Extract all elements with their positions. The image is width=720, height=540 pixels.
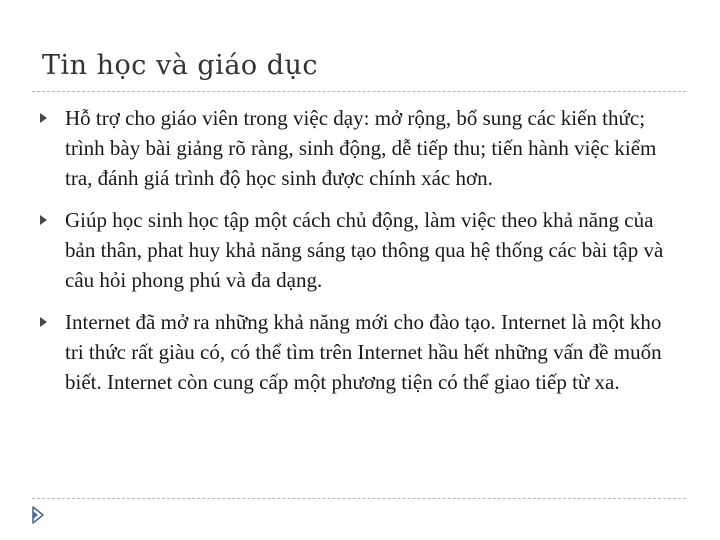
triangle-bullet-icon [40,317,47,327]
title-divider [32,91,686,92]
list-item [40,205,680,295]
double-chevron-right-icon[interactable] [32,506,44,524]
footer-divider [32,498,686,499]
list-item [40,307,680,397]
bullet-text: Hỗ trợ cho giáo viên trong việc dạy: mở rộng, bổ sung các kiến thức; trình bày bài giảng rõ ràng, sinh động, dễ tiếp thu; tiến hành việc kiểm tra, đánh giá trình độ học sinh được chính xác hơn. [65,106,657,190]
bullet-text: Giúp học sinh học tập một cách chủ động, làm việc theo khả năng của bản thân, phat huy khả năng sáng tạo thông qua hệ thống các bài tập và câu hỏi phong phú và đa dạng. [65,208,664,292]
slide-title: Tin học và giáo dục [42,50,319,81]
triangle-bullet-icon [40,215,47,225]
triangle-bullet-icon [40,113,47,123]
list-item [40,103,680,193]
bullet-text: Internet đã mở ra những khả năng mới cho đào tạo. Internet là một kho tri thức rất giàu có, có thể tìm trên Internet hầu hết những vấn đề muốn biết. Internet còn cung cấp một phương tiện có thể giao tiếp từ xa. [65,310,662,394]
bullet-list [40,103,680,409]
